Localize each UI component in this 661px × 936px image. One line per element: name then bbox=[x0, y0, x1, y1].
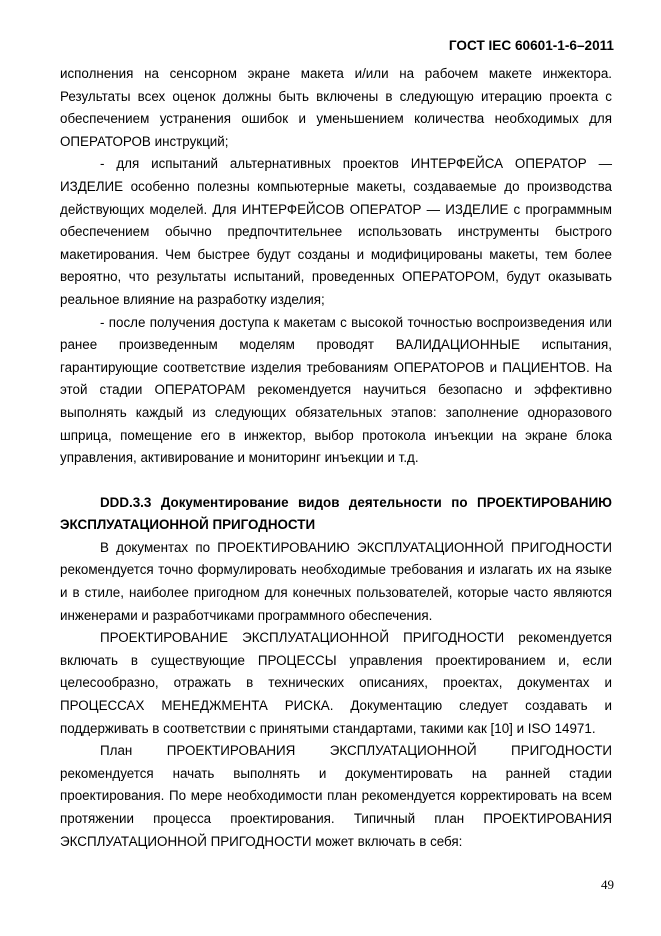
page-number: 49 bbox=[601, 877, 614, 892]
body-paragraph: исполнения на сенсорном экране макета и/или на рабочем макете инжектора. Результаты всех оценок должны быть включены в следующую итерацию проекта с обеспечением устранения ошибок и уменьшением количества необходимых для ОПЕРАТОРОВ инструкций; bbox=[60, 66, 612, 149]
document-header: ГОСТ IEC 60601-1-6–2011 bbox=[448, 38, 614, 53]
list-item: - после получения доступа к макетам с высокой точностью воспроизведения или ранее произведенным моделям проводят ВАЛИДАЦИОННЫЕ испытания, гарантирующие соответствие изделия требованиям ОПЕРАТОРОВ и ПАЦИЕНТОВ. На этой стадии ОПЕРАТОРАМ рекомендуется научиться безопасно и эффективно выполнять каждый из следующих обязательных этапов: заполнение одноразового шприца, помещение его в инжектор, выбор протокола инъекции на экране блока управления, активирование и мониторинг инъекции и т.д. bbox=[60, 314, 612, 466]
document-body bbox=[60, 63, 612, 853]
list-item: - для испытаний альтернативных проектов ИНТЕРФЕЙСА ОПЕРАТОР — ИЗДЕЛИЕ особенно полезны компьютерные макеты, создаваемые до производства действующих моделей. Для ИНТЕРФЕЙСОВ ОПЕРАТОР — ИЗДЕЛИЕ с программным обеспечением обычно предпочтительнее использовать инструменты быстрого макетирования. Чем быстрее будут созданы и модифицированы макеты, тем более вероятно, что результаты испытаний, проведенных ОПЕРАТОРОМ, будут оказывать реальное влияние на разработку изделия; bbox=[60, 156, 612, 307]
body-paragraph: В документах по ПРОЕКТИРОВАНИЮ ЭКСПЛУАТАЦИОННОЙ ПРИГОДНОСТИ рекомендуется точно формулировать необходимые требования и излагать их на языке и в стиле, наиболее пригодном для конечных пользователей, которые часто являются инженерами и разработчиками программного обеспечения. bbox=[60, 539, 612, 623]
section-spacer bbox=[60, 470, 612, 492]
body-paragraph: План ПРОЕКТИРОВАНИЯ ЭКСПЛУАТАЦИОННОЙ ПРИГОДНОСТИ рекомендуется начать выполнять и документировать на ранней стадии проектирования. По мере необходимости план рекомендуется корректировать на всем протяжении процесса проектирования. Типичный план ПРОЕКТИРОВАНИЯ ЭКСПЛУАТАЦИОННОЙ ПРИГОДНОСТИ может включать в себя: bbox=[60, 743, 612, 849]
section-title: DDD.3.3 Документирование видов деятельности по ПРОЕКТИРОВАНИЮ ЭКСПЛУАТАЦИОННОЙ ПРИГОДНОСТИ bbox=[60, 494, 612, 533]
body-paragraph: ПРОЕКТИРОВАНИЕ ЭКСПЛУАТАЦИОННОЙ ПРИГОДНОСТИ рекомендуется включать в существующие ПРОЦЕССЫ управления проектированием и, если целесообразно, отражать в технических описаниях, проектах, документах и ПРОЦЕССАХ МЕНЕДЖМЕНТА РИСКА. Документацию следует создавать и поддерживать в соответствии с принятыми стандартами, такими как [10] и ISO 14971. bbox=[60, 630, 612, 736]
